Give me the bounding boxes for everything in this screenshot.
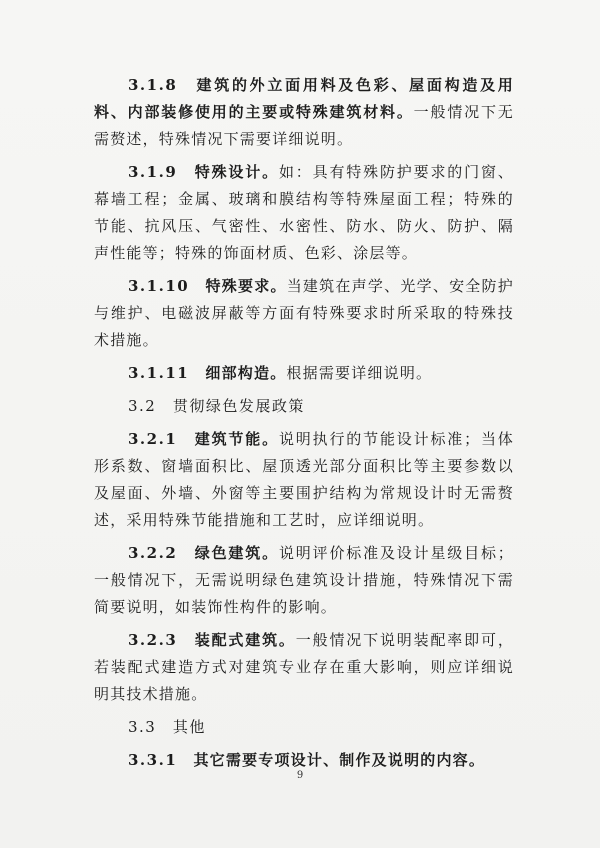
- clause-3-1-10: [94, 273, 514, 354]
- clause-3-2-1: [94, 426, 514, 534]
- clause-number: 3.1.11: [128, 364, 190, 382]
- clause-body: 一般情况下说明装配率即可，若装配式建造方式对建筑专业存在重大影响，则应详细说明其技术措施。: [94, 631, 515, 703]
- clause-body: 当建筑在声学、光学、安全防护与维护、电磁波屏蔽等方面有特殊要求时所采取的特殊技术措施。: [94, 277, 514, 349]
- clause-title: 其它需要专项设计、制作及说明的内容。: [193, 751, 486, 769]
- section-heading-3-2: 3.2 贯彻绿色发展政策: [128, 397, 305, 415]
- clause-body: 说明执行的节能设计标准；当体形系数、窗墙面积比、屋顶透光部分面积比等主要参数以及屋面、外墙、外窗等主要围护结构为常规设计时无需赘述，采用特殊节能措施和工艺时，应详细说明。: [94, 430, 514, 529]
- clause-body: 如：具有特殊防护要求的门窗、幕墙工程；金属、玻璃和膜结构等特殊屋面工程；特殊的节能、抗风压、气密性、水密性、防水、防火、防护、隔声性能等；特殊的饰面材质、色彩、涂层等。: [94, 163, 514, 262]
- clause-title: 建筑的外立面用料及色彩、屋面构造及用料、内部装修使用的主要或特殊建筑材料。: [94, 76, 514, 121]
- clause-3-2-3: [94, 627, 514, 708]
- clause-3-1-8: [94, 72, 514, 153]
- clause-number: 3.1.10: [128, 277, 190, 295]
- clause-title: 细部构造。: [205, 364, 287, 382]
- clause-number: 3.2.2: [128, 544, 178, 562]
- clause-number: 3.1.8: [128, 76, 178, 94]
- clause-number: 3.3.1: [128, 751, 178, 769]
- clause-body: 说明评价标准及设计星级目标；一般情况下，无需说明绿色建筑设计措施，特殊情况下需简要说明，如装饰性构件的影响。: [94, 544, 514, 616]
- clause-3-1-11: [94, 360, 514, 387]
- clause-body: 根据需要详细说明。: [286, 364, 433, 382]
- clause-title: 建筑节能。: [194, 430, 279, 448]
- clause-3-1-9: [94, 159, 514, 267]
- clause-title: 绿色建筑。: [194, 544, 279, 562]
- page-number: 9: [296, 770, 304, 781]
- clause-title: 装配式建筑。: [194, 631, 296, 649]
- clause-title: 特殊设计。: [194, 163, 279, 181]
- clause-number: 3.1.9: [128, 163, 178, 181]
- section-heading-3-3: 3.3 其他: [128, 718, 206, 736]
- clause-title: 特殊要求。: [205, 277, 287, 295]
- page-content: [94, 72, 514, 774]
- clause-body: 一般情况下无需赘述，特殊情况下需要详细说明。: [94, 103, 514, 148]
- clause-number: 3.2.1: [128, 430, 178, 448]
- clause-3-2-2: [94, 540, 514, 621]
- clause-number: 3.2.3: [128, 631, 178, 649]
